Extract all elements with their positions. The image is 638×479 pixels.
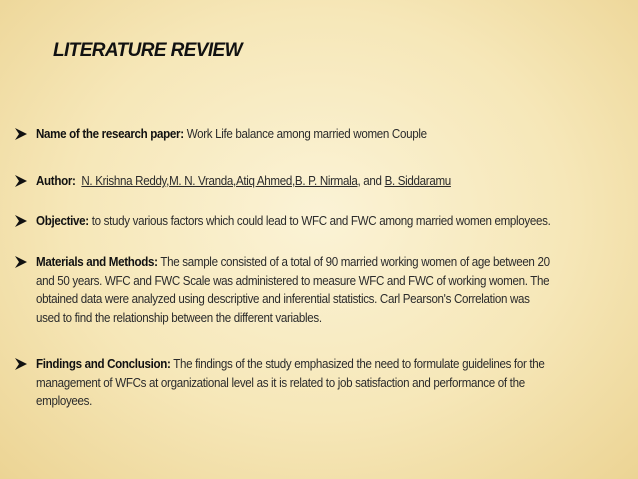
- bullet-research-paper: [14, 125, 628, 144]
- slide-title: LITERATURE REVIEW: [53, 40, 242, 61]
- arrow-bullet-icon: [14, 214, 28, 228]
- bullet-objective: [14, 212, 628, 231]
- methods-line: obtained data were analyzed using descriptive and inferential statistics. Carl Pearson's Correlation was: [36, 292, 530, 306]
- arrow-bullet-icon: [14, 255, 28, 269]
- bullet-findings: [14, 355, 628, 411]
- findings-label: Findings and Conclusion:: [36, 357, 171, 371]
- methods-label: Materials and Methods:: [36, 255, 158, 269]
- methods-line: used to find the relationship between the different variables.: [36, 310, 322, 325]
- arrow-bullet-icon: [14, 127, 28, 141]
- paper-value: Work Life balance among married women Couple: [186, 127, 427, 141]
- objective-value: to study various factors which could lead to WFC and FWC among married women employees.: [91, 214, 551, 228]
- author-and: and: [363, 174, 382, 188]
- methods-line: The sample consisted of a total of 90 married working women of age between 20: [160, 255, 550, 269]
- author-name[interactable]: Atiq Ahmed: [235, 174, 293, 188]
- objective-label: Objective:: [36, 214, 89, 228]
- author-label: Author:: [36, 174, 76, 188]
- author-name[interactable]: M. N. Vranda: [169, 174, 234, 188]
- paper-label: Name of the research paper:: [36, 127, 184, 141]
- bullet-author: Author: N. Krishna Reddy,M. N. Vranda,Atiq Ahmed,B. P. Nirmala, and B. Siddaramu: [14, 172, 628, 191]
- author-name[interactable]: B. P. Nirmala: [294, 174, 358, 188]
- author-name[interactable]: B. Siddaramu: [384, 174, 451, 188]
- findings-line: employees.: [36, 394, 93, 408]
- arrow-bullet-icon: [14, 174, 28, 188]
- methods-line: and 50 years. WFC and FWC Scale was administered to measure WFC and FWC of working women. The: [36, 273, 550, 288]
- arrow-bullet-icon: [14, 357, 28, 371]
- bullet-methods: [14, 253, 628, 327]
- author-name[interactable]: N. Krishna Reddy: [81, 174, 167, 188]
- findings-line: The findings of the study emphasized the need to formulate guidelines for the: [173, 357, 545, 371]
- findings-line: management of WFCs at organizational level as it is related to job satisfaction and performance of the: [36, 375, 525, 390]
